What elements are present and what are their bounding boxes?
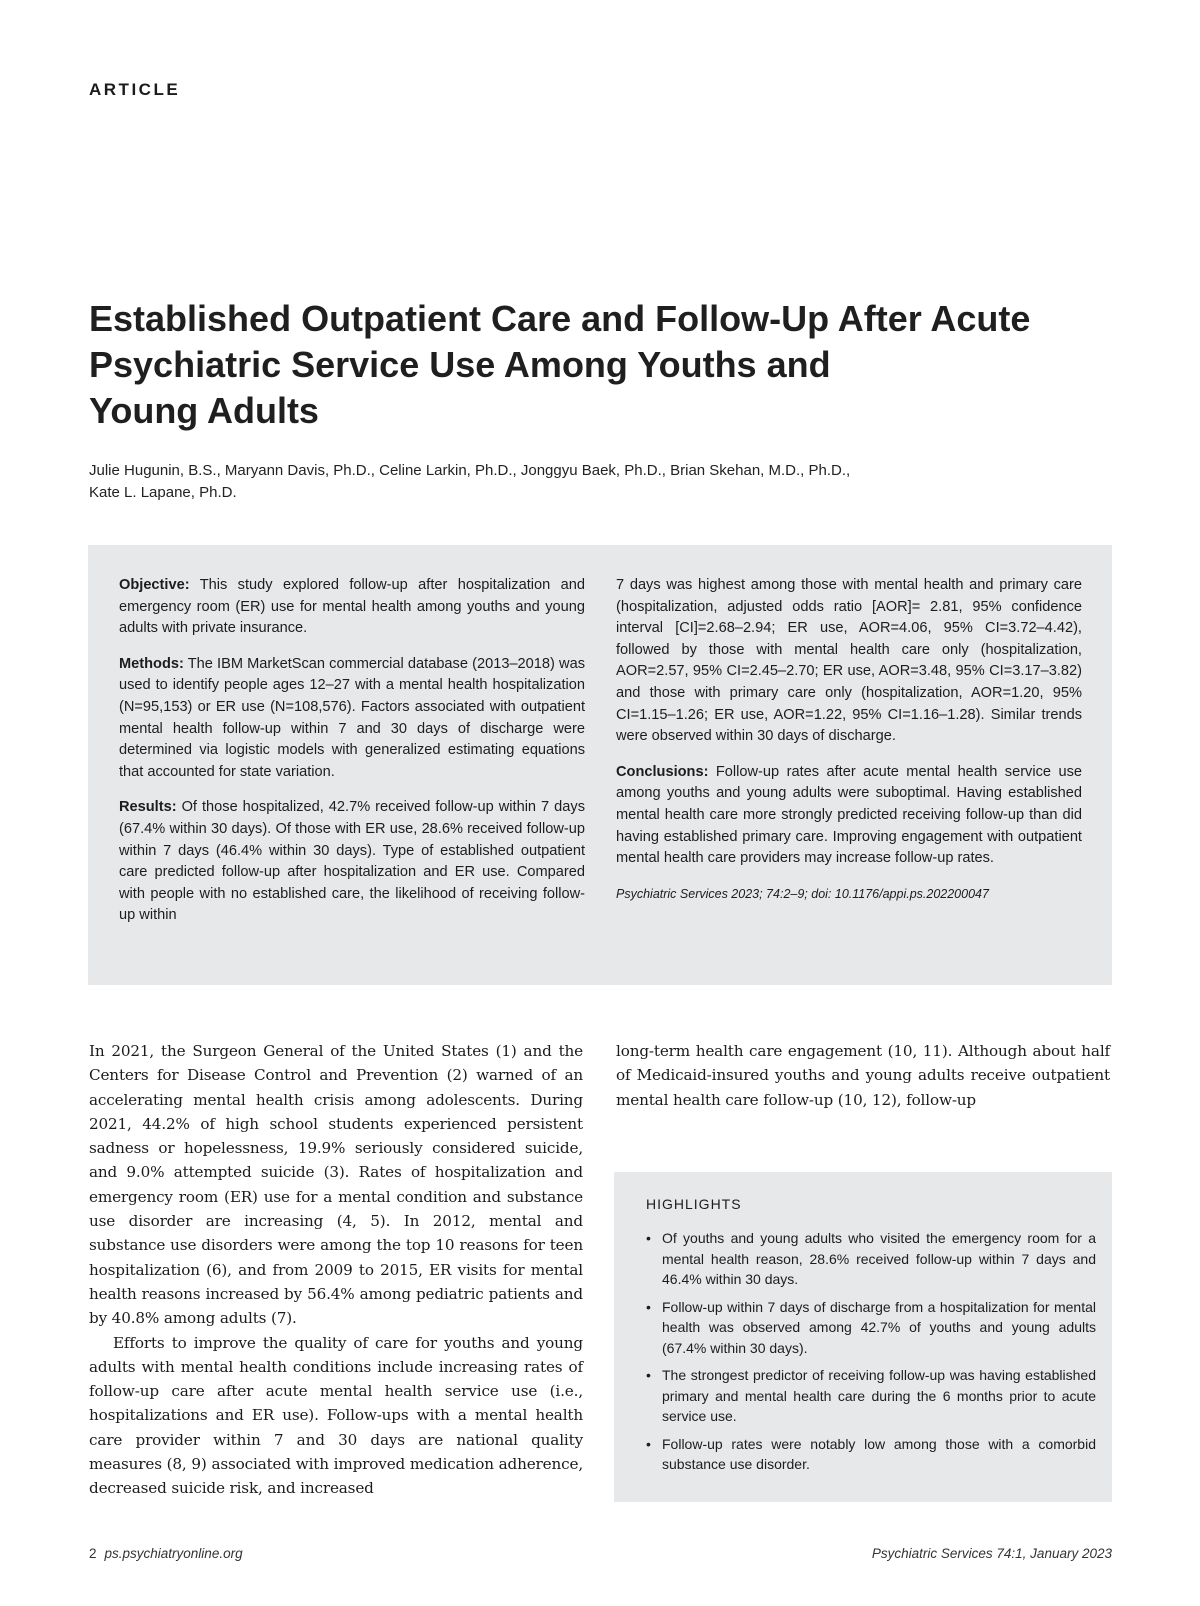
methods-text: The IBM MarketScan commercial database (2013–2018) was used to identify people ages 12–27 with a mental health hospitalization (N=95,153) or ER use (N=108,576). Factors associated with outpatient mental health follow-up within 7 and 30 days of discharge were determined via logistic models with generalized estimating equations that accounted for state variation. <box>119 655 585 780</box>
title-line: Established Outpatient Care and Follow-Up After Acute <box>89 298 1031 339</box>
conclusions-text: Follow-up rates after acute mental health service use among youths and young adults were suboptimal. Having established mental health care more strongly predicted receiving follow-up than did having established primary care. Improving engagement with outpatient mental health care providers may increase follow-up rates. <box>616 763 1082 867</box>
author-list <box>89 460 1099 504</box>
author-line: Kate L. Lapane, Ph.D. <box>89 484 237 501</box>
journal-info: Psychiatric Services 74:1, January 2023 <box>871 1546 1112 1561</box>
footer-left <box>89 1546 243 1561</box>
highlights-title: HIGHLIGHTS <box>646 1196 742 1212</box>
citation: Psychiatric Services 2023; 74:2–9; doi: 10.1176/appi.ps.202200047 <box>616 886 989 901</box>
objective-label: Objective: <box>119 577 190 593</box>
abstract-box <box>88 545 1112 985</box>
author-line: Julie Hugunin, B.S., Maryann Davis, Ph.D., Celine Larkin, Ph.D., Jonggyu Baek, Ph.D., Brian Skehan, M.D., Ph.D., <box>89 462 851 479</box>
highlight-item: • Follow-up rates were notably low among those with a comorbid substance use disorder. <box>646 1434 1096 1475</box>
conclusions-label: Conclusions: <box>616 763 709 780</box>
abstract-right-column <box>616 575 1082 905</box>
highlights-list <box>646 1228 1096 1482</box>
results-label: Results: <box>119 799 177 816</box>
body-right-column <box>616 1039 1110 1112</box>
page-number: 2 <box>89 1546 97 1561</box>
abstract-results-continued: 7 days was highest among those with mental health and primary care (hospitalization, adjusted odds ratio [AOR]= 2.81, 95% confidence interval [CI]=2.68–2.94; ER use, AOR=4.06, 95% CI=3.72–4.42), followed by those with mental health care only (hospitalization, AOR=2.57, 95% CI=2.45–2.70; ER use, AOR=3.48, 95% CI=3.17–3.82) and those with primary care only (hospitalization, AOR=1.20, 95% CI=1.15–1.26; ER use, AOR=1.22, 95% CI=1.16–1.28). Similar trends were observed within 30 days of discharge. <box>616 577 1082 745</box>
body-paragraph: Efforts to improve the quality of care for youths and young adults with mental health conditions include increasing rates of follow-up care after acute mental health service use (i.e., hospitalizations and ER use). Follow-ups with a mental health care provider within 7 and 30 days are national quality measures (8, 9) associated with improved medication adherence, decreased suicide risk, and increased <box>89 1333 583 1498</box>
highlights-box <box>614 1172 1112 1502</box>
highlight-item: • Follow-up within 7 days of discharge from a hospitalization for mental health was observed among 42.7% of youths and young adults (67.4% within 30 days). <box>646 1297 1096 1359</box>
abstract-results <box>119 797 585 927</box>
section-label: ARTICLE <box>89 80 181 99</box>
article-title <box>89 296 1109 434</box>
abstract-methods <box>119 654 585 784</box>
title-line: Psychiatric Service Use Among Youths and <box>89 344 831 385</box>
highlight-item: • Of youths and young adults who visited the emergency room for a mental health reason, 28.6% received follow-up within 7 days and 46.4% within 30 days. <box>646 1228 1096 1290</box>
title-line: Young Adults <box>89 390 319 431</box>
site-link[interactable]: ps.psychiatryonline.org <box>104 1546 243 1561</box>
body-paragraph: In 2021, the Surgeon General of the United States (1) and the Centers for Disease Control and Prevention (2) warned of an accelerating mental health crisis among adolescents. During 2021, 44.2% of high school students experienced persistent sadness or hopelessness, 19.9% seriously considered suicide, and 9.0% attempted suicide (3). Rates of hospitalization and emergency room (ER) use for a mental condition and substance use disorder are increasing (4, 5). In 2012, mental and substance use disorders were among the top 10 reasons for teen hospitalization (6), and from 2009 to 2015, ER visits for mental health reasons increased by 56.4% among pediatric patients and by 40.8% among adults (7). <box>89 1042 583 1328</box>
abstract-conclusions <box>616 762 1082 870</box>
objective-text: This study explored follow-up after hospitalization and emergency room (ER) use for mental health among youths and young adults with private insurance. <box>119 577 585 637</box>
highlight-item: • The strongest predictor of receiving follow-up was having established primary and mental health care during the 6 months prior to acute service use. <box>646 1365 1096 1427</box>
abstract-left-column <box>119 575 585 941</box>
methods-label: Methods: <box>119 655 184 672</box>
body-paragraph: long-term health care engagement (10, 11). Although about half of Medicaid-insured youths and young adults receive outpatient mental health care follow-up (10, 12), follow-up <box>616 1042 1110 1109</box>
results-text: Of those hospitalized, 42.7% received follow-up within 7 days (67.4% within 30 days). Of those with ER use, 28.6% received follow-up within 7 days (46.4% within 30 days). Type of established outpatient care predicted follow-up after hospitalization and ER use. Compared with people with no established care, the likelihood of receiving follow-up within <box>119 799 585 924</box>
body-left-column <box>89 1039 583 1501</box>
abstract-objective <box>119 575 585 640</box>
